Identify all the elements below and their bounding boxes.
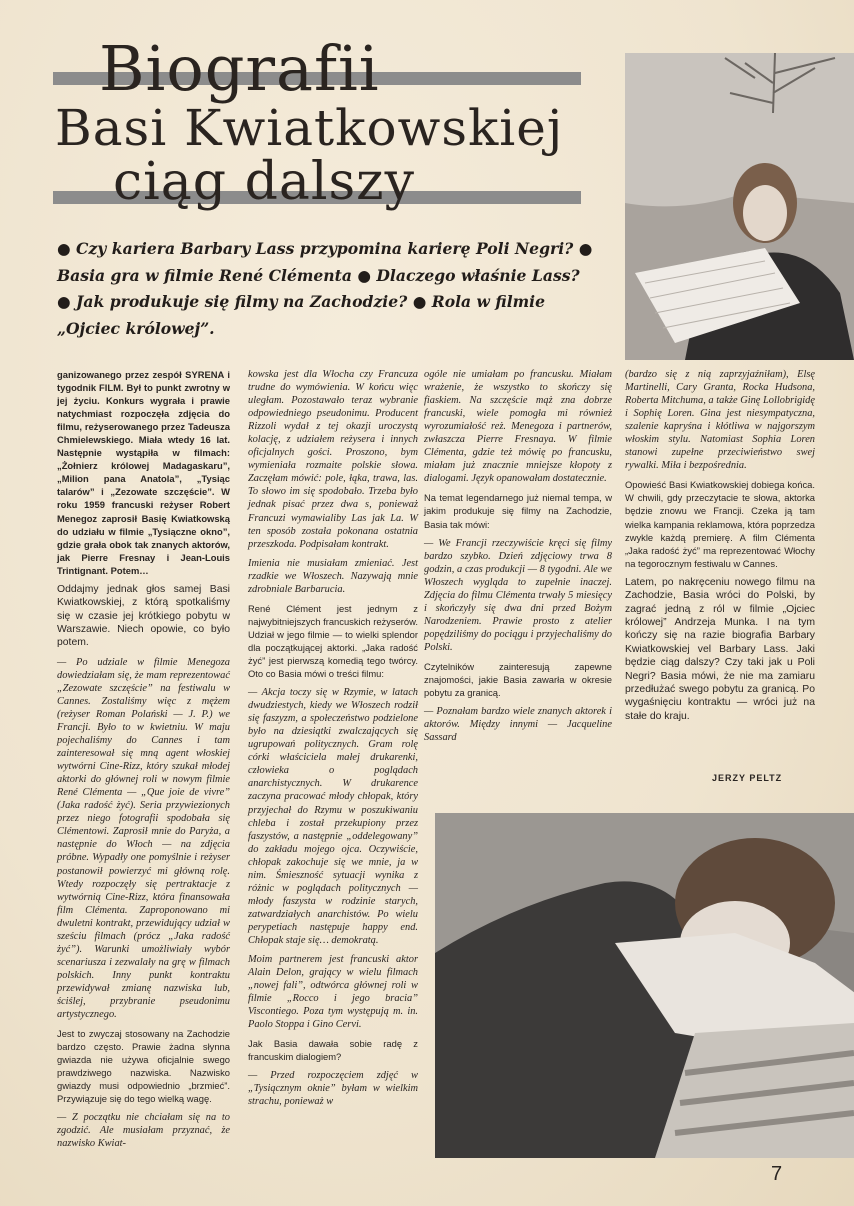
column-2-paragraph-5: Moim partnerem jest francuski aktor Alain Delon, grający w wielu filmach „nowej fali”, odtwórca głównej roli w filmie „Rocco i jego bracia” Viscontiego. Poza tym występują m. in. Paolo Stoppa i Gino Cervi. bbox=[248, 954, 418, 1031]
author-byline: JERZY PELTZ bbox=[712, 773, 783, 783]
column-4-paragraph-1: (bardzo się z nią zaprzyjaźniłam), Elsę Martinelli, Cary Granta, Rocka Hudsona, Roberta Mitchuma, a także Ginę Lollobrigidę i Sophię Loren. Gina jest niesympatyczna, szalenie kapryśna i kłótliwa w najgorszym włoskim stylu. Natomiast Sophia Loren stanowi zupełne przeciwieństwo swej rywalki. Miła i bezpośrednia. bbox=[625, 369, 815, 472]
column-1-paragraph-3: — Po udziale w filmie Menegoza dowiedziałam się, że mam reprezentować „Zezowate szczęście” na festiwalu w Cannes. Zostaliśmy więc z mężem (reżyser Roman Polański — J. P.) we Francji. Było to w kwietniu. W maju pojechaliśmy do Cannes i tam zainteresował się mną agent włoskiej wytwórni Cine-Rizz, który szukał młodej aktorki do głównej roli w nowym filmie René Clémenta — „Que joie de vivre” (Jaka radość żyć). Seria przywiezionych przez niego fotografii spodobała się Clémentowi. Zaprosił mnie do Paryża, a następnie do Włoch — na zdjęcia próbne. Wypadły one pomyślnie i reżyser postanowił powierzyć mi główną rolę. Wtedy rozpoczęły się pertraktacje z wytwórnią Cine-Rizz, która finansowała film Clémenta. Zaproponowano mi dwuletni kontrakt, przewidujący udział w sześciu filmach (prócz „Jaka radość żyć”). Warunki umożliwiały wybór scenariusza i zezwalały na grę w filmach polskich. Inny punkt kontraktu przewidywał zmianę nazwiska lub, ściślej, przybranie pseudonimu artystycznego. bbox=[57, 656, 230, 1021]
headline-line-2: Basi Kwiatkowskiej bbox=[55, 99, 564, 157]
column-1-paragraph-1: ganizowanego przez zespół SYRENA i tygodnik FILM. Był to punkt zwrotny w jej życiu. Konkurs wygrała i prawie natychmiast rozpoczęła zdjęcia do filmu, reżyserowanego przez Tadeusza Chmielewskiego. Miała wtedy 16 lat. Następnie wystąpiła w filmach: „Żołnierz królowej Madagaskaru”, „Milion pana Anatola”, „Tysiąc talarów” i „Zezowate szczęście”. W roku 1959 francuski reżyser Robert Menegoz zaprosił Basię Kwiatkowską do udziału w filmie „Tysiączne okno”, gdzie grała obok tak znanych aktorów, jak Pierre Fresnay i Jean-Louis Trintignant. Potem… bbox=[57, 369, 230, 576]
lead-paragraph: ● Czy kariera Barbary Lass przypomina karierę Poli Negri? ● Basia gra w filmie René Clémenta ● Dlaczego właśnie Lass? ● Jak produkuje się filmy na Zachodzie? ● Rola w filmie „Ojciec królowej”. bbox=[57, 239, 593, 338]
column-3-paragraph-5: — Poznałam bardzo wiele znanych aktorek i aktorów. Między innymi — Jacqueline Sassard bbox=[424, 706, 612, 744]
photo-top-right-image bbox=[625, 53, 854, 360]
column-4-paragraph-3: Latem, po nakręceniu nowego filmu na Zachodzie, Basia wróci do Polski, by zagrać jedną z ról w filmie „Ojciec królowej” Andrzeja Munka. I na tym kończy się na razie biografia Barbary Kwiatkowskiej vel Barbary Lass. Jaki będzie ciąg dalszy? Czy taki jak u Poli Negri? Basia mówi, że nie ma zamiaru przedłużać swego pobytu za granicą. Po wygaśnięciu kontraktu — wróci już na stałe do kraju. bbox=[625, 576, 815, 722]
column-1 bbox=[57, 368, 230, 1157]
column-2-paragraph-4: — Akcja toczy się w Rzymie, w latach dwudziestych, kiedy we Włoszech rodził się faszyzm, a społeczeństwo podzielone było na dziesiątki zwalczających się ugrupowań politycznych. Gram rolę córki właściciela małej drukarenki, człowieka o poglądach anarchistycznych. W drukarence zaczyna pracować młody chłopak, który przyjechał do Rzymu w poszukiwaniu chleba i został przekupiony przez faszystów, a następnie „oddelegowany” do zakładu mojego ojca. Oczywiście, chłopak zakochuje się we mnie, ja w nim. Śmieszność sytuacji wynika z różnic w poglądach politycznych — młody faszysta w rodzinie starych, zatwardziałych anarchistów. Po wielu perypetiach następuje happy end. Chłopak staje się… demokratą. bbox=[248, 687, 418, 946]
column-3 bbox=[424, 368, 612, 750]
column-2-paragraph-2: Imienia nie musiałam zmieniać. Jest rzadkie we Włoszech. Nazywają mnie zdrobniale Barbarucia. bbox=[248, 557, 418, 595]
column-2 bbox=[248, 368, 418, 1115]
headline-line-1: Biografii bbox=[99, 32, 380, 105]
column-3-paragraph-3: — We Francji rzeczywiście kręci się filmy bardzo szybko. Dzień zdjęciowy trwa 8 godzin, a czas produkcji — 8 tygodni. Ale we Włoszech wygląda to zupełnie inaczej. Zdjęcia do filmu Clémenta trwały 5 miesięcy i skończyły się dwa dni przed Bożym Narodzeniem. Prawie prosto z atelier popędziliśmy do pociągu i przyjechaliśmy do Polski. bbox=[424, 537, 612, 653]
column-3-paragraph-1: ogóle nie umiałam po francusku. Miałam wrażenie, że wszystko to skończy się fiaskiem. Na szczęście mąż zna dobrze francuski, wiele pomogła mi również wyrozumiałość reż. Menegoza i partnerów, zwłaszcza Pierre Fresnaya. W filmie Clémenta, gdzie też mówię po francusku, miałam już znacznie mniejsze kłopoty z dialogami. Język opanowałam dostatecznie. bbox=[424, 369, 612, 485]
photo-top-right bbox=[625, 53, 854, 360]
column-2-paragraph-7: — Przed rozpoczęciem zdjęć w „Tysiącznym oknie” byłam w wielkim strachu, ponieważ w bbox=[248, 1070, 418, 1108]
photo-bottom bbox=[435, 813, 854, 1158]
column-3-paragraph-2: Na temat legendarnego już niemal tempa, w jakim produkuje się filmy na Zachodzie, Basia tak mówi: bbox=[424, 492, 612, 530]
column-4 bbox=[625, 368, 815, 729]
column-1-paragraph-5: — Z początku nie chciałam się na to zgodzić. Ale musiałam przyznać, że nazwisko Kwiat- bbox=[57, 1112, 230, 1150]
headline-line-3: ciąg dalszy bbox=[113, 152, 415, 212]
column-2-paragraph-3: René Clément jest jednym z najwybitniejszych francuskich reżyserów. Udział w jego filmie — to wielki splendor dla początkującej aktorki. „Jaka radość żyć” jest pierwszą komedią tego twórcy. Oto co Basia mówi o treści filmu: bbox=[248, 602, 418, 680]
column-2-paragraph-1: kowska jest dla Włocha czy Francuza trudne do wymówienia. W końcu więc uległam. Pozostawało teraz wybranie odpowiedniego pseudonimu. Producent Rizzoli wydał z tej okazji uroczystą kolację, z udziałem reżysera i innych oficjalnych gości. Proszono, bym wymieniała rozmaite polskie słowa. Zaczęłam mówić: pole, łąka, trawa, las. To słowo im się spodobało. Trzeba było jednak pisać przez dwa s, ponieważ Francuzi wymawialiby Las jak La. W ten sposób została pokonana ostatnia przeszkoda. Podpisałam kontrakt. bbox=[248, 369, 418, 550]
column-2-paragraph-6: Jak Basia dawała sobie radę z francuskim dialogiem? bbox=[248, 1038, 418, 1063]
page-number: 7 bbox=[771, 1163, 783, 1185]
column-1-paragraph-2: Oddajmy jednak głos samej Basi Kwiatkowskiej, z którą spotkaliśmy się w czasie jej krótkiego pobytu w Warszawie. Niech opowie, co było potem. bbox=[57, 583, 230, 649]
column-3-paragraph-4: Czytelników zainteresują zapewne znajomości, jakie Basia zawarła w okresie pobytu za granicą. bbox=[424, 660, 612, 699]
column-1-paragraph-4: Jest to zwyczaj stosowany na Zachodzie bardzo często. Prawie żadna słynna gwiazda nie używa oficjalnie swego prawdziwego nazwiska. Nazwisko gwiazdy musi odpowiednio „brzmieć”. Przywiązuje się do tego wielką wagę. bbox=[57, 1028, 230, 1105]
photo-bottom-image bbox=[435, 813, 854, 1158]
column-4-paragraph-2: Opowieść Basi Kwiatkowskiej dobiega końca. W chwili, gdy przeczytacie te słowa, aktorka będzie znowu we Francji. Czeka ją tam wielka kampania reklamowa, która poprzedza zwykle każdą premierę. A film Clémenta „Jaka radość żyć” ma reprezentować Włochy na tegorocznym festiwalu w Cannes. bbox=[625, 479, 815, 569]
